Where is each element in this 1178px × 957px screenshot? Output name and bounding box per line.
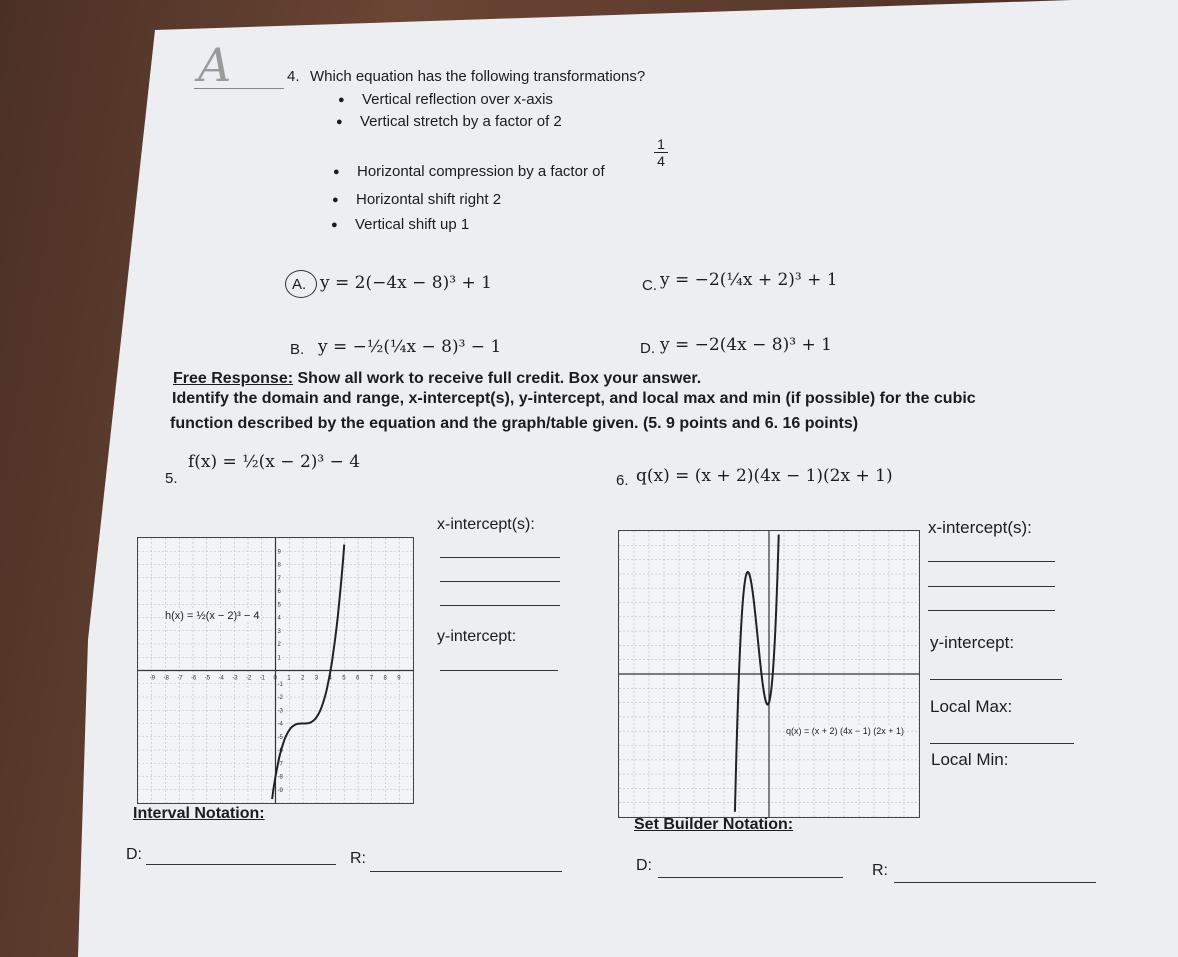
- problem-5-number: 5.: [165, 470, 178, 487]
- x-tick-label: 4: [328, 675, 332, 682]
- p5-range-blank[interactable]: [370, 871, 562, 872]
- bullet-horizontal-shift: ● Horizontal shift right 2: [356, 191, 501, 208]
- p5-x-intercept-label: x-intercept(s):: [437, 516, 535, 533]
- free-response-line1: [173, 370, 701, 388]
- interval-notation-label: Interval Notation:: [133, 805, 265, 822]
- problem-6-graph-label: q(x) = (x + 2) (4x − 1) (2x + 1): [786, 726, 905, 736]
- problem-5-equation: f(x) = ½(x − 2)³ − 4: [188, 452, 361, 472]
- compression-fraction: [654, 136, 668, 169]
- y-tick-label: -6: [277, 748, 283, 754]
- x-tick-label: 7: [369, 675, 374, 682]
- set-builder-notation-label: Set Builder Notation:: [634, 816, 794, 833]
- p5-x-intercept-blank-1[interactable]: [440, 557, 560, 558]
- x-tick-label: 9: [397, 675, 401, 682]
- free-response-line3: function described by the equation and the graph/table given. (5. 9 points and 6. 16 points): [170, 415, 859, 432]
- p6-x-intercept-blank-3[interactable]: [928, 610, 1055, 611]
- bullet-vertical-stretch: ● Vertical stretch by a factor of 2: [360, 113, 562, 130]
- y-tick-label: 9: [277, 549, 281, 556]
- cubic-curve-q: [735, 535, 779, 812]
- choice-b-label[interactable]: B.: [290, 341, 305, 358]
- p5-y-intercept-label: y-intercept:: [437, 628, 517, 645]
- y-tick-label: 5: [277, 602, 281, 609]
- p6-x-intercept-blank-2[interactable]: [928, 586, 1055, 587]
- x-tick-label: -2: [246, 675, 252, 682]
- choice-d-label[interactable]: D.: [640, 340, 655, 357]
- p5-range-label: R:: [350, 850, 366, 867]
- x-tick-label: 8: [383, 675, 387, 682]
- p6-domain-blank[interactable]: [658, 877, 843, 878]
- x-tick-label: -3: [232, 675, 238, 682]
- p6-range-blank[interactable]: [894, 882, 1096, 883]
- x-tick-label: 1: [287, 675, 291, 682]
- p6-domain-label: D:: [636, 857, 652, 874]
- y-tick-label: -4: [277, 721, 283, 728]
- bullet-horizontal-compression: ● Horizontal compression by a factor of: [357, 163, 605, 180]
- bullet-vertical-shift: ● Vertical shift up 1: [355, 216, 469, 233]
- x-tick-label: -9: [149, 675, 156, 682]
- p6-x-intercept-blank-1[interactable]: [928, 561, 1055, 562]
- p6-local-max-blank[interactable]: [930, 743, 1074, 744]
- x-tick-label: 3: [314, 675, 319, 682]
- p5-y-intercept-blank[interactable]: [440, 670, 558, 671]
- x-tick-label: -4: [218, 675, 224, 682]
- p5-domain-blank[interactable]: [146, 864, 336, 865]
- y-tick-label: 8: [277, 562, 281, 569]
- problem-5-graph: [137, 537, 414, 804]
- y-tick-label: 3: [277, 628, 281, 635]
- y-tick-label: -8: [277, 774, 283, 781]
- y-tick-label: -3: [277, 708, 283, 715]
- x-tick-label: -1: [259, 675, 266, 682]
- p5-domain-label: D:: [126, 846, 142, 863]
- y-tick-label: 1: [277, 655, 281, 662]
- cubic-curve-h: [272, 545, 344, 799]
- x-tick-label: -8: [163, 675, 169, 682]
- bullet-vertical-reflection: ● Vertical reflection over x-axis: [362, 91, 553, 108]
- y-tick-label: 7: [277, 575, 281, 582]
- choice-c-equation: y = −2(¼x + 2)³ + 1: [660, 270, 838, 290]
- p5-x-intercept-blank-3[interactable]: [440, 605, 560, 606]
- choice-b-equation: y = −½(¼x − 8)³ − 1: [318, 337, 502, 357]
- free-response-instructions: Show all work to receive full credit. Box your answer.: [293, 370, 702, 387]
- problem-6-graph: [618, 530, 920, 818]
- y-tick-label: -1: [277, 681, 283, 688]
- y-tick-label: 2: [277, 642, 281, 648]
- y-tick-label: 4: [277, 615, 281, 622]
- free-response-line2: Identify the domain and range, x-intercept(s), y-intercept, and local max and min (if possible) for the cubic: [172, 390, 976, 407]
- p5-x-intercept-blank-2[interactable]: [440, 581, 560, 582]
- choice-a-equation: y = 2(−4x − 8)³ + 1: [320, 273, 492, 293]
- y-tick-label: -7: [277, 761, 283, 768]
- x-tick-label: 2: [301, 675, 305, 682]
- problem-6-number: 6.: [616, 472, 629, 489]
- y-tick-label: 6: [277, 589, 281, 595]
- question-4-prompt: Which equation has the following transformations?: [310, 68, 646, 85]
- x-tick-label: 6: [356, 675, 360, 682]
- p6-local-min-label: Local Min:: [931, 750, 1009, 769]
- grade-underline: [194, 88, 284, 89]
- problem-5-graph-svg: [138, 538, 413, 803]
- p6-y-intercept-blank[interactable]: [930, 679, 1062, 680]
- problem-6-equation: q(x) = (x + 2)(4x − 1)(2x + 1): [636, 466, 893, 486]
- fraction-denominator: 4: [654, 152, 668, 169]
- fraction-numerator: 1: [657, 136, 665, 152]
- question-4-number: 4.: [287, 68, 300, 85]
- problem-5-graph-label: h(x) = ½(x − 2)³ − 4: [165, 610, 260, 622]
- choice-d-equation: y = −2(4x − 8)³ + 1: [660, 335, 832, 355]
- x-tick-label: -7: [177, 675, 183, 682]
- p6-y-intercept-label: y-intercept:: [930, 633, 1015, 652]
- free-response-heading: Free Response:: [173, 370, 294, 387]
- p6-range-label: R:: [872, 862, 888, 879]
- problem-6-graph-svg: [619, 531, 919, 817]
- grade-mark: A: [198, 38, 232, 92]
- p6-x-intercept-label: x-intercept(s):: [928, 518, 1032, 537]
- y-tick-label: -9: [277, 787, 283, 794]
- choice-a-label[interactable]: A.: [292, 276, 307, 293]
- choice-c-label[interactable]: C.: [642, 277, 657, 294]
- y-tick-label: -5: [277, 734, 283, 741]
- x-tick-label: -6: [191, 675, 197, 682]
- y-tick-label: -2: [277, 695, 283, 701]
- x-tick-label: -5: [204, 675, 211, 682]
- p6-local-max-label: Local Max:: [930, 697, 1013, 716]
- x-tick-label: 0: [273, 675, 277, 682]
- x-tick-label: 5: [342, 675, 346, 682]
